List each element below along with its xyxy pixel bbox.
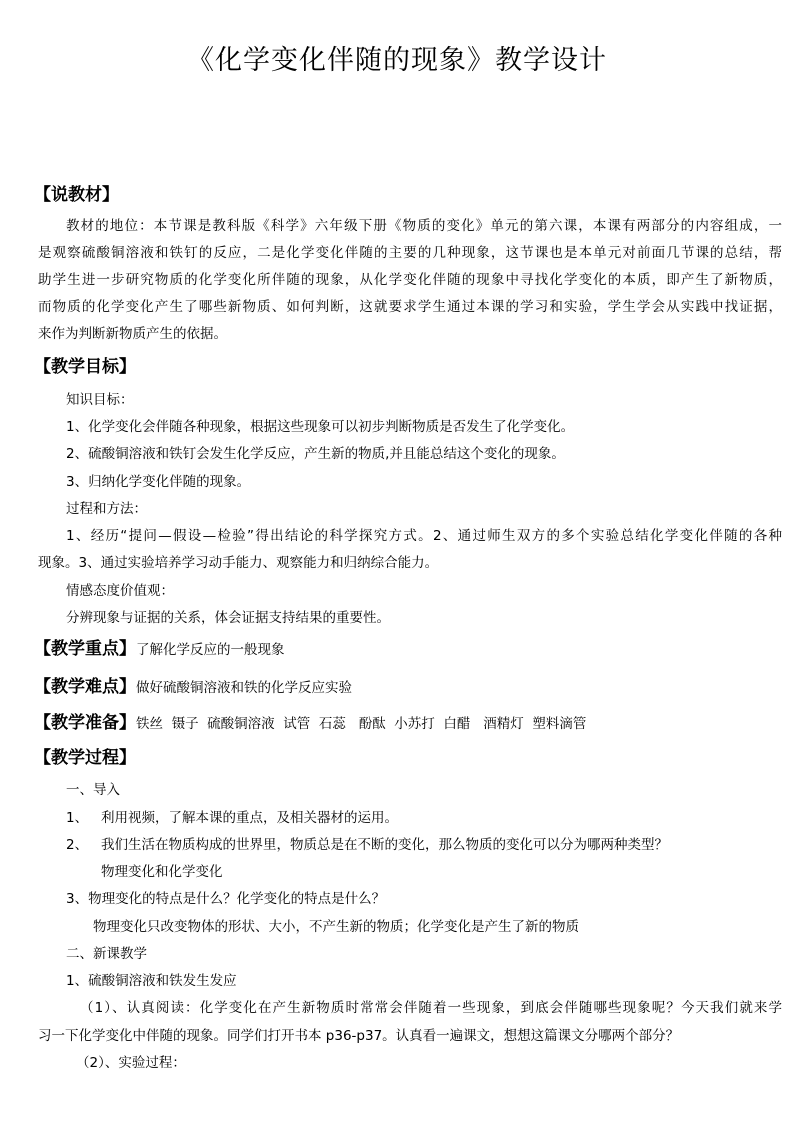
preparation-text: 铁丝 镊子 硫酸铜溶液 试管 石蕊 酚酞 小苏打 白醋 酒精灯 塑料滴管 xyxy=(136,716,587,732)
answer-text: 物理变化和化学变化 xyxy=(101,864,223,880)
list-item: 3、归纳化学变化伴随的现象。 xyxy=(66,474,251,490)
paragraph-line: 习一下化学变化中伴随的现象。同学们打开书本 p36-p37。认真看一遍课文，想想这篇课文分哪两个部分？ xyxy=(38,1028,680,1044)
difficulty-row xyxy=(34,676,352,699)
list-item: 3、物理变化的特点是什么？化学变化的特点是什么？ xyxy=(66,891,386,907)
section-heading-preparation: 【教学准备】 xyxy=(34,713,136,733)
list-item: 2、硫酸铜溶液和铁钉会发生化学反应，产生新的物质,并且能总结这个变化的现象。 xyxy=(66,446,565,462)
preparation-row xyxy=(34,712,586,735)
intro-label: 一、导入 xyxy=(66,782,120,798)
paragraph-line: 助学生进一步研究物质的化学变化所伴随的现象，从化学变化伴随的现象中寻找化学变化的本质，即产生了新物质， xyxy=(38,272,782,288)
process-label: 过程和方法： xyxy=(66,501,147,517)
paragraph-line: 而物质的化学变化产生了哪些新物质、如何判断，这就要求学生通过本课的学习和实验，学生学会从实践中找证据， xyxy=(38,299,782,315)
paragraph-line: 现象。3、通过实验培养学习动手能力、观察能力和归纳综合能力。 xyxy=(38,555,439,571)
knowledge-label: 知识目标： xyxy=(66,392,134,408)
section-heading-key-point: 【教学重点】 xyxy=(34,639,136,659)
experiment-label: （2）、实验过程： xyxy=(76,1055,186,1071)
section-heading-difficulty: 【教学难点】 xyxy=(34,677,136,697)
attitude-text: 分辨现象与证据的关系，体会证据支持结果的重要性。 xyxy=(66,610,390,626)
list-item: 1、化学变化会伴随各种现象，根据这些现象可以初步判断物质是否发生了化学变化。 xyxy=(66,419,575,435)
paragraph-line: 教材的地位：本节课是教科版《科学》六年级下册《物质的变化》单元的第六课，本课有两部分的内容组成，一 xyxy=(66,218,782,234)
key-point-text: 了解化学反应的一般现象 xyxy=(136,642,285,658)
paragraph-line: 1、经历“提问—假设—检验”得出结论的科学探究方式。2、通过师生双方的多个实验总结化学变化伴随的各种 xyxy=(66,528,782,544)
list-item: 1、硫酸铜溶液和铁发生发应 xyxy=(66,973,237,989)
section-heading-textbook: 【说教材】 xyxy=(34,185,119,205)
new-lesson-label: 二、新课教学 xyxy=(66,946,147,962)
answer-text: 物理变化只改变物体的形状、大小，不产生新的物质；化学变化是产生了新的物质 xyxy=(93,919,579,935)
document-title: 《化学变化伴随的现象》教学设计 xyxy=(187,45,607,76)
paragraph-line: （1）、认真阅读：化学变化在产生新物质时常常会伴随着一些现象，到底会伴随哪些现象呢？今天我们就来学 xyxy=(80,1000,782,1016)
paragraph-line: 是观察硫酸铜溶液和铁钉的反应，二是化学变化伴随的主要的几种现象，这节课也是本单元对前面几节课的总结，帮 xyxy=(38,245,782,261)
list-item: 2、 我们生活在物质构成的世界里，物质总是在不断的变化，那么物质的变化可以分为哪两种类型？ xyxy=(66,837,668,853)
list-item: 1、 利用视频，了解本课的重点，及相关器材的运用。 xyxy=(66,810,398,826)
difficulty-text: 做好硫酸铜溶液和铁的化学反应实验 xyxy=(136,680,352,696)
key-point-row xyxy=(34,638,285,661)
paragraph-line: 来作为判断新物质产生的依据。 xyxy=(38,326,227,342)
section-heading-goals: 【教学目标】 xyxy=(34,357,136,377)
attitude-label: 情感态度价值观： xyxy=(66,583,174,599)
section-heading-process: 【教学过程】 xyxy=(34,748,136,768)
